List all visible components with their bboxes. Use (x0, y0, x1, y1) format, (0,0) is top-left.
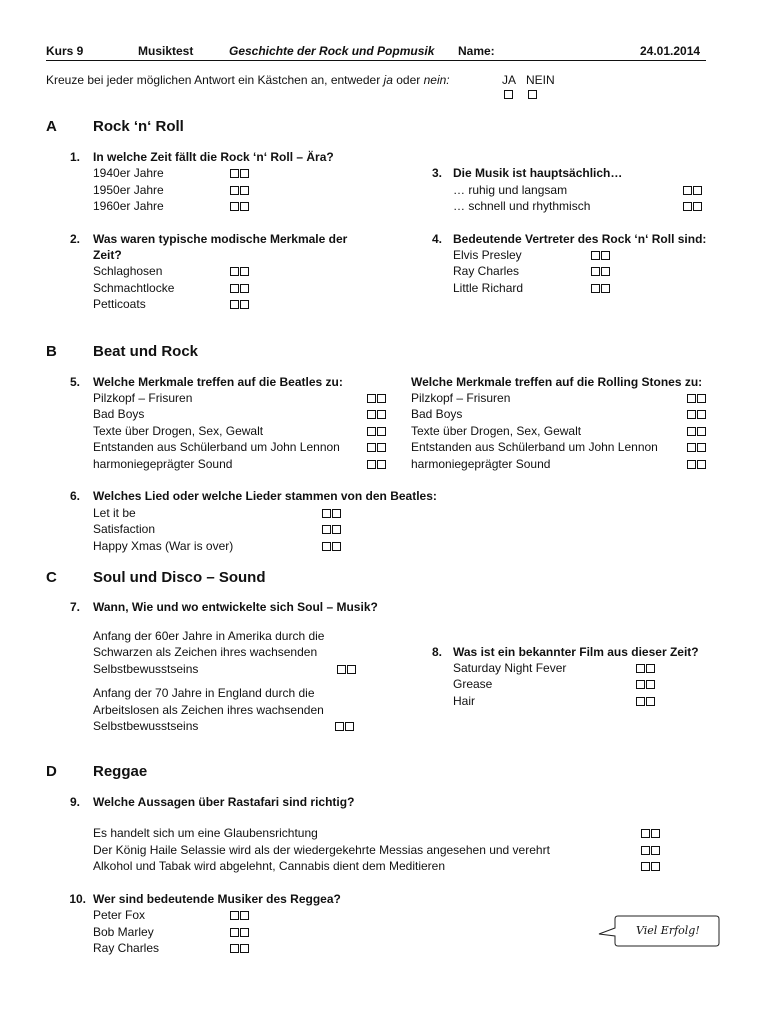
nein-checkbox[interactable] (646, 664, 655, 673)
closing-message: Viel Erfolg! (636, 924, 700, 937)
q3-text: Die Musik ist hauptsächlich… (453, 166, 623, 180)
ja-checkbox[interactable] (230, 284, 239, 293)
q9-option-1-checkboxes[interactable] (641, 829, 660, 838)
q4-number: 4. (431, 232, 442, 246)
ja-checkbox[interactable] (636, 680, 645, 689)
nein-checkbox[interactable] (697, 460, 706, 469)
q5b-option-1: Pilzkopf – Frisuren (411, 391, 511, 405)
nein-checkbox[interactable] (240, 284, 249, 293)
q8-option-2-checkboxes[interactable] (636, 680, 655, 689)
q6-option-1-checkboxes[interactable] (322, 509, 341, 518)
nein-checkbox[interactable] (651, 829, 660, 838)
ja-checkbox[interactable] (230, 911, 239, 920)
q4-option-2-checkboxes[interactable] (591, 267, 610, 276)
q9-number: 9. (69, 795, 80, 809)
q10-option-2-checkboxes[interactable] (230, 928, 249, 937)
nein-checkbox[interactable] (240, 928, 249, 937)
ja-checkbox[interactable] (683, 202, 692, 211)
q5-option-1-checkboxes[interactable] (367, 394, 386, 403)
q6-text: Welches Lied oder welche Lieder stammen von den Beatles: (93, 489, 437, 503)
section-c-title: Soul und Disco – Sound (93, 569, 266, 586)
course-label: Kurs 9 (46, 44, 84, 58)
q9-text: Welche Aussagen über Rastafari sind richtig? (93, 795, 355, 809)
nein-checkbox[interactable] (697, 394, 706, 403)
ja-checkbox[interactable] (322, 525, 331, 534)
q5b-option-2-checkboxes[interactable] (687, 410, 706, 419)
nein-checkbox[interactable] (697, 443, 706, 452)
legend-nein-label: NEIN (526, 73, 555, 87)
q4-option-1-checkboxes[interactable] (591, 251, 610, 260)
ja-checkbox[interactable] (591, 267, 600, 276)
ja-checkbox[interactable] (367, 427, 376, 436)
nein-checkbox[interactable] (345, 722, 354, 731)
q6-option-3: Happy Xmas (War is over) (93, 539, 234, 553)
nein-checkbox[interactable] (377, 427, 386, 436)
q2-option-2: Schmachtlocke (93, 281, 175, 295)
nein-checkbox[interactable] (646, 680, 655, 689)
q5b-option-1-checkboxes[interactable] (687, 394, 706, 403)
ja-checkbox[interactable] (641, 829, 650, 838)
q2-text-line1: Was waren typische modische Merkmale der (93, 232, 348, 246)
q7-option-1-checkboxes[interactable] (337, 665, 356, 674)
topic-label: Geschichte der Rock und Popmusik (229, 44, 435, 58)
section-a-letter: A (46, 118, 57, 135)
q5b-option-5-checkboxes[interactable] (687, 460, 706, 469)
ja-checkbox[interactable] (687, 443, 696, 452)
nein-checkbox[interactable] (601, 284, 610, 293)
q5-number: 5. (69, 375, 80, 389)
ja-checkbox[interactable] (636, 664, 645, 673)
instruction-oder: oder (396, 73, 421, 87)
name-label: Name: (458, 44, 495, 58)
q1-option-3: 1960er Jahre (93, 199, 164, 213)
nein-checkbox[interactable] (240, 944, 249, 953)
q5b-option-3: Texte über Drogen, Sex, Gewalt (411, 424, 582, 438)
q5-text: Welche Merkmale treffen auf die Beatles zu: (93, 375, 343, 389)
q6-option-2-checkboxes[interactable] (322, 525, 341, 534)
nein-checkbox[interactable] (693, 186, 702, 195)
q6-option-2: Satisfaction (93, 522, 156, 536)
q1-option-2: 1950er Jahre (93, 183, 164, 197)
q5-option-5-checkboxes[interactable] (367, 460, 386, 469)
instruction-ja: ja (383, 73, 393, 87)
q5-option-4: Entstanden aus Schülerband um John Lennon (93, 440, 340, 454)
nein-checkbox[interactable] (332, 509, 341, 518)
instruction-nein: nein: (423, 73, 450, 87)
q3-option-2: … schnell und rhythmisch (453, 199, 591, 213)
nein-checkbox[interactable] (240, 300, 249, 309)
ja-checkbox[interactable] (230, 186, 239, 195)
test-label: Musiktest (138, 44, 194, 58)
ja-checkbox[interactable] (367, 394, 376, 403)
q1-option-1-checkboxes[interactable] (230, 169, 249, 178)
q7-text: Wann, Wie und wo entwickelte sich Soul – Musik? (93, 600, 378, 614)
ja-checkbox[interactable] (683, 186, 692, 195)
q4-option-3-checkboxes[interactable] (591, 284, 610, 293)
section-c-letter: C (46, 569, 57, 586)
nein-checkbox[interactable] (651, 846, 660, 855)
section-b-letter: B (46, 343, 57, 360)
q5b-text: Welche Merkmale treffen auf die Rolling Stones zu: (411, 375, 703, 389)
ja-checkbox[interactable] (687, 427, 696, 436)
q8-option-2: Grease (453, 677, 493, 691)
q8-option-3-checkboxes[interactable] (636, 697, 655, 706)
q4-option-3: Little Richard (453, 281, 524, 295)
nein-checkbox[interactable] (240, 911, 249, 920)
q6-number: 6. (69, 489, 80, 503)
q1-text: In welche Zeit fällt die Rock ‘n‘ Roll – Ära? (93, 150, 334, 164)
ja-checkbox[interactable] (591, 284, 600, 293)
nein-checkbox[interactable] (697, 427, 706, 436)
q5-option-1: Pilzkopf – Frisuren (93, 391, 193, 405)
nein-checkbox[interactable] (651, 862, 660, 871)
q1-number: 1. (69, 150, 80, 164)
q10-option-1: Peter Fox (93, 908, 146, 922)
q2-option-1-checkboxes[interactable] (230, 267, 249, 276)
ja-checkbox[interactable] (230, 928, 239, 937)
nein-checkbox[interactable] (377, 443, 386, 452)
q2-number: 2. (69, 232, 80, 246)
q2-option-2-checkboxes[interactable] (230, 284, 249, 293)
q10-option-2: Bob Marley (93, 925, 154, 939)
q8-option-1-checkboxes[interactable] (636, 664, 655, 673)
q7-option-1-line1: Anfang der 60er Jahre in Amerika durch die (93, 629, 325, 643)
nein-checkbox[interactable] (377, 460, 386, 469)
q9-option-2: Der König Haile Selassie wird als der wiedergekehrte Messias angesehen und verehrt (93, 843, 550, 857)
date-label: 24.01.2014 (640, 44, 701, 58)
section-b-title: Beat und Rock (93, 343, 199, 360)
nein-checkbox[interactable] (601, 267, 610, 276)
q2-option-3-checkboxes[interactable] (230, 300, 249, 309)
ja-checkbox[interactable] (337, 665, 346, 674)
q5-option-5: harmoniegeprägter Sound (93, 457, 233, 471)
legend-ja-checkbox[interactable] (504, 90, 513, 99)
q9-option-3: Alkohol und Tabak wird abgelehnt, Cannabis dient dem Meditieren (93, 859, 446, 873)
ja-checkbox[interactable] (367, 410, 376, 419)
q9-option-1: Es handelt sich um eine Glaubensrichtung (93, 826, 318, 840)
ja-checkbox[interactable] (687, 410, 696, 419)
q4-option-1: Elvis Presley (453, 248, 522, 262)
q8-text: Was ist ein bekannter Film aus dieser Zeit? (453, 645, 699, 659)
ja-checkbox[interactable] (636, 697, 645, 706)
q5-option-3: Texte über Drogen, Sex, Gewalt (93, 424, 264, 438)
q8-option-3: Hair (453, 694, 476, 708)
q5-option-2-checkboxes[interactable] (367, 410, 386, 419)
nein-checkbox[interactable] (240, 169, 249, 178)
ja-checkbox[interactable] (687, 394, 696, 403)
q3-option-1: … ruhig und langsam (453, 183, 568, 197)
q7-option-2-line3: Selbstbewusstseins (93, 719, 199, 733)
q5-option-4-checkboxes[interactable] (367, 443, 386, 452)
ja-checkbox[interactable] (230, 944, 239, 953)
ja-checkbox[interactable] (367, 460, 376, 469)
q4-option-2: Ray Charles (453, 264, 520, 278)
q3-number: 3. (431, 166, 442, 180)
ja-checkbox[interactable] (591, 251, 600, 260)
ja-checkbox[interactable] (641, 846, 650, 855)
ja-checkbox[interactable] (641, 862, 650, 871)
ja-checkbox[interactable] (322, 509, 331, 518)
q5b-option-5: harmoniegeprägter Sound (411, 457, 551, 471)
nein-checkbox[interactable] (377, 394, 386, 403)
nein-checkbox[interactable] (601, 251, 610, 260)
q2-option-1: Schlaghosen (93, 264, 163, 278)
q5b-option-4: Entstanden aus Schülerband um John Lennon (411, 440, 658, 454)
header-rule (46, 60, 706, 61)
q8-option-1: Saturday Night Fever (453, 661, 567, 675)
q3-option-2-checkboxes[interactable] (683, 202, 702, 211)
q1-option-2-checkboxes[interactable] (230, 186, 249, 195)
ja-checkbox[interactable] (230, 300, 239, 309)
legend-ja-label: JA (502, 73, 517, 87)
q2-option-3: Petticoats (93, 297, 146, 311)
ja-checkbox[interactable] (687, 460, 696, 469)
q9-option-3-checkboxes[interactable] (641, 862, 660, 871)
q5b-option-4-checkboxes[interactable] (687, 443, 706, 452)
nein-checkbox[interactable] (332, 542, 341, 551)
q7-number: 7. (69, 600, 80, 614)
q1-option-3-checkboxes[interactable] (230, 202, 249, 211)
q6-option-3-checkboxes[interactable] (322, 542, 341, 551)
q10-number: 10. (69, 892, 86, 906)
q7-option-2-line2: Arbeitslosen als Zeichen ihres wachsenden (93, 703, 324, 717)
q10-option-3-checkboxes[interactable] (230, 944, 249, 953)
section-a-title: Rock ‘n‘ Roll (93, 118, 184, 135)
nein-checkbox[interactable] (240, 186, 249, 195)
q9-option-2-checkboxes[interactable] (641, 846, 660, 855)
q1-option-1: 1940er Jahre (93, 166, 164, 180)
instruction-prefix: Kreuze bei jeder möglichen Antwort ein Kästchen an, entweder (46, 73, 381, 87)
nein-checkbox[interactable] (646, 697, 655, 706)
ja-checkbox[interactable] (322, 542, 331, 551)
q8-number: 8. (431, 645, 442, 659)
q6-option-1: Let it be (93, 506, 136, 520)
ja-checkbox[interactable] (230, 169, 239, 178)
q5-option-3-checkboxes[interactable] (367, 427, 386, 436)
q10-option-3: Ray Charles (93, 941, 160, 955)
nein-checkbox[interactable] (347, 665, 356, 674)
q7-option-1-line3: Selbstbewusstseins (93, 662, 199, 676)
nein-checkbox[interactable] (332, 525, 341, 534)
q5b-option-2: Bad Boys (411, 407, 463, 421)
q7-option-2-checkboxes[interactable] (335, 722, 354, 731)
nein-checkbox[interactable] (240, 267, 249, 276)
q5-option-2: Bad Boys (93, 407, 145, 421)
q5b-option-3-checkboxes[interactable] (687, 427, 706, 436)
ja-checkbox[interactable] (230, 202, 239, 211)
legend-nein-checkbox[interactable] (528, 90, 537, 99)
nein-checkbox[interactable] (697, 410, 706, 419)
ja-checkbox[interactable] (335, 722, 344, 731)
ja-checkbox[interactable] (230, 267, 239, 276)
q4-text: Bedeutende Vertreter des Rock ‘n‘ Roll sind: (453, 232, 707, 246)
nein-checkbox[interactable] (693, 202, 702, 211)
ja-checkbox[interactable] (367, 443, 376, 452)
q10-option-1-checkboxes[interactable] (230, 911, 249, 920)
section-d-title: Reggae (93, 763, 148, 780)
instruction-text (46, 73, 450, 87)
q3-option-1-checkboxes[interactable] (683, 186, 702, 195)
nein-checkbox[interactable] (240, 202, 249, 211)
q7-option-1-line2: Schwarzen als Zeichen ihres wachsenden (93, 645, 318, 659)
q10-text: Wer sind bedeutende Musiker des Reggea? (93, 892, 341, 906)
section-d-letter: D (46, 763, 57, 780)
q2-text-line2: Zeit? (93, 248, 122, 262)
nein-checkbox[interactable] (377, 410, 386, 419)
q7-option-2-line1: Anfang der 70 Jahre in England durch die (93, 686, 315, 700)
